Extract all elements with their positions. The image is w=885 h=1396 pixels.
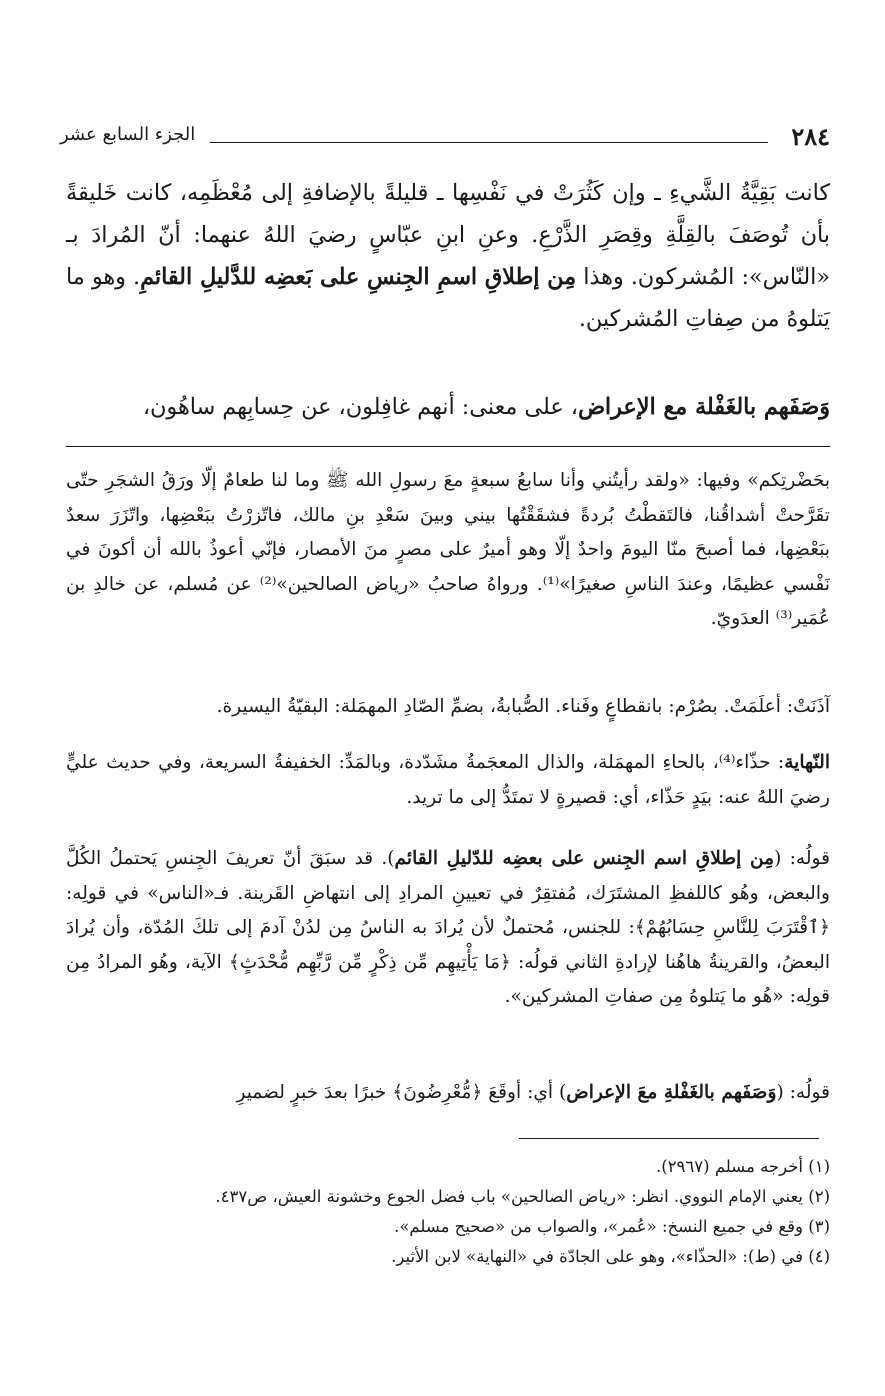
- qawluhu-lead-5: قولُه: (: [776, 1082, 830, 1103]
- quoted-phrase-4: مِن إطلاقِ اسم الجِنس على بعضِه للدّليلِ القائم: [394, 848, 775, 869]
- commentary-paragraph-2: آذَنَتْ: أعلَمَتْ. بصُرْم: بانقطاعٍ وفَناء. الصُّبابةُ، بضمِّ الصّادِ المهمَلة: البقيّةُ اليسيرة.: [216, 696, 830, 717]
- quoted-phrase-5: وَصَفَهم بالغَفْلةِ معَ الإعراض: [566, 1082, 777, 1103]
- main-heading-bold: وَصَفَهم بالغَفْلة مع الإعراض: [577, 394, 830, 420]
- nihaya-label: النّهاية: [784, 752, 831, 773]
- commentary-paragraph-5-text: ) أي: أوقَعَ ﴿مُّعْرِضُونَ﴾ خبرًا بعدَ خبرٍ لضميرِ: [236, 1082, 567, 1103]
- footnote-4: (٤) في (ط): «الحذّاء»، وهو على الجادّة في «النهاية» لابن الأثير.: [391, 1247, 830, 1266]
- commentary-paragraph-4-text: ). قد سبَقَ أنّ تعريفَ الجِنسِ يَحتملُ الكُلَّ والبعض، وهُو كاللفظِ المشتَرَك، مُفتقِرٌ في تعيينِ المرادِ إلى انتهاضِ القَرينة. فـ«الناس» في قولِه: ﴿ٱقْتَرَبَ لِلنَّاسِ حِسَابُهُمْ﴾: للجنس، مُحتملٌ لأن يُرادَ به الناسُ مِن لدُنْ آدمَ إلى تلكَ المُدّة، وأن يُرادَ البعضُ، والقرينةُ هاهُنا لإرادةِ الثاني قولُه: ﴿مَا يَأْتِيهِم مِّن ذِكْرٍ مِّن رَّبِّهِم مُّحْدَثٍ﴾ الآية، وهُو المرادُ مِن قولِه: «هُو ما يَتلوهُ مِن صفاتِ المشركين».: [66, 848, 830, 1007]
- main-text-bold: مِن إطلاقِ اسمِ الجِنسِ على بَعضِه للدَّليلِ القائمِ: [140, 264, 577, 290]
- commentary-paragraph-3: [66, 746, 830, 815]
- footnotes: [66, 1152, 830, 1272]
- main-text-part1: كانت بَقِيَّةُ الشَّيءِ ـ وإن كَثُرَتْ في نَفْسِها ـ قليلةً بالإضافةِ إلى مُعْظَمِه، كانت خَليقةً بأن تُوصَفَ بالقِلَّةِ وقِصَرِ الذَّرْعِ. وعنِ ابنِ عبّاسٍ رضيَ اللهُ عنهما: أنّ المُرادَ بـ «النّاس»: المُشركون. وهذا: [66, 180, 830, 290]
- page-number: ٢٨٤: [791, 122, 830, 151]
- header-rule: [210, 142, 768, 143]
- footnote-1: (١) أخرجه مسلم (٢٩٦٧).: [656, 1157, 830, 1176]
- main-text: [66, 172, 830, 340]
- commentary-separator: [66, 446, 830, 447]
- commentary-paragraph-1: بحَضْرتِكم» وفيها: «ولقد رأيتُني وأنا سابعُ سبعةٍ معَ رسولِ الله ﷺ وما لنا طعامٌ إلّا ورَقُ الشجَرِ حتّى تقَرَّحتْ أشداقُنا، فالتَقطْتُ بُردةً فشقَقْتُها بيني وبينَ سَعْدِ بنِ مالك، فاتّزرْتُ ببَعْضِها، واتّزَرَ سعدٌ ببَعْضِها، فما أصبحَ منّا اليومَ واحدٌ إلّا وهو أميرٌ على مصرٍ منَ الأمصار، فإنّي أعوذُ بالله أن أكونَ في نَفْسي عظيمًا، وعندَ الناسِ صغيرًا»⁽¹⁾. ورواهُ صاحبُ «رياض الصالحين»⁽²⁾ عن مُسلم، عن خالدِ بن عُمَير⁽³⁾ العدَويّ.: [66, 470, 830, 629]
- main-text-part2: . وهو ما يَتلوهُ من صِفاتِ المُشركين.: [66, 264, 830, 332]
- commentary-paragraph-4: [66, 842, 830, 1015]
- qawluhu-lead-4: قولُه: (: [774, 848, 830, 869]
- page-header: [60, 122, 830, 158]
- commentary-paragraph-3-text: : حذّاء⁽⁴⁾، بالحاءِ المهمَلة، والذال المعجَمةُ مشَدّدة، وبالمَدِّ: الخفيفةُ السريعة، وفي حديث عليٍّ رضيَ اللهُ عنه: بيَدٍ حَذّاء، أي: قصيرةٍ لا تمتَدُّ إلى ما تريد.: [66, 752, 830, 808]
- footnote-rule: [519, 1138, 819, 1139]
- commentary-paragraph-5: [66, 1076, 830, 1111]
- volume-title: الجزء السابع عشر: [60, 124, 196, 145]
- footnote-3: (٣) وقع في جميع النسخ: «عُمر»، والصواب من «صحيح مسلم».: [394, 1217, 830, 1236]
- main-heading-rest: ، على معنى: أنهم غافِلون، عن حِسابِهم ساهُون،: [142, 394, 578, 420]
- footnote-2: (٢) يعني الإمام النووي. انظر: «رياض الصالحين» باب فضل الجوع وخشونة العيش، ص٤٣٧.: [215, 1187, 830, 1206]
- main-heading: [66, 386, 830, 428]
